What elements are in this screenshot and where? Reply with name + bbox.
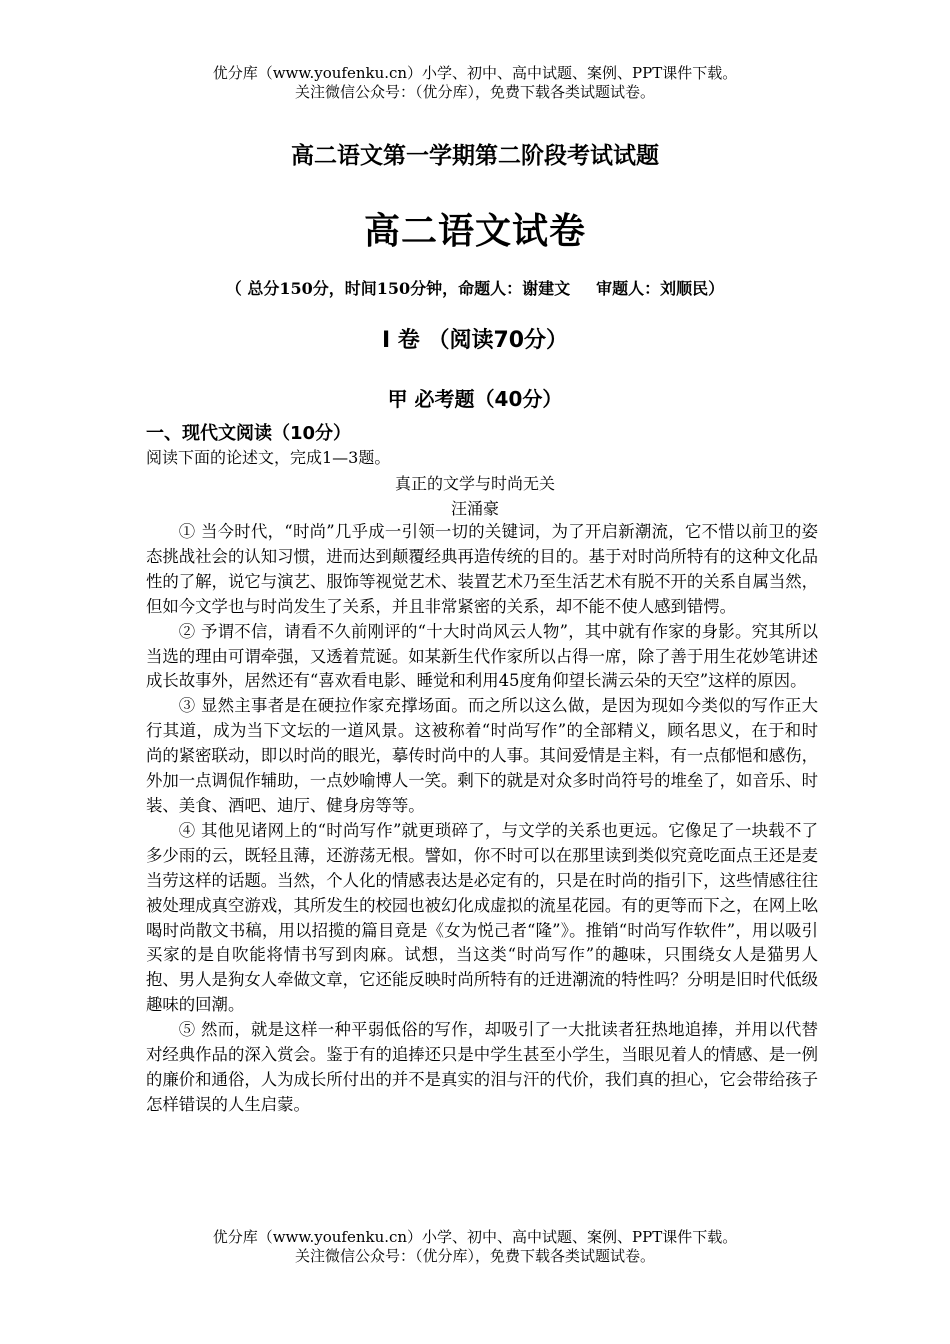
footer-line-1: 优分库（www.youfenku.cn）小学、初中、高中试题、案例、PPT课件下载。 <box>212 1228 738 1246</box>
article-paragraph-1: ① 当今时代，“时尚”几乎成一引领一切的关键词，为了开启新潮流，它不惜以前卫的姿态挑战社会的认知习惯，进而达到颠覆经典再造传统的目的。基于对时尚所特有的这种文化品性的了解，说它与演艺、服饰等视觉艺术、装置艺术乃至生活艺术有脱不开的关系自属当然，但如今文学也与时尚发生了关系，并且非常紧密的关系，却不能不使人感到错愕。 <box>146 522 819 616</box>
paper-title: 高二语文试卷 <box>363 210 586 252</box>
header-line-2: 关注微信公众号：（优分库），免费下载各类试题试卷。 <box>294 83 655 101</box>
article-title: 真正的文学与时尚无关 <box>394 474 555 493</box>
page-footer <box>0 1228 950 1266</box>
article-paragraph-5: ⑤ 然而，就是这样一种平弱低俗的写作，却吸引了一大批读者狂热地追捧，并用以代替对经典作品的深入赏会。鉴于有的追捧还只是中学生甚至小学生，当眼见着人的情感、是一例的廉价和通俗，人为成长所付出的并不是真实的泪与汗的代价，我们真的担心，它会带给孩子怎样错误的人生启蒙。 <box>146 1020 819 1114</box>
footer-line-2: 关注微信公众号：（优分库），免费下载各类试题试卷。 <box>294 1247 655 1265</box>
exam-title: 高二语文第一学期第二阶段考试试题 <box>291 143 659 169</box>
article-author: 汪涌豪 <box>450 499 499 518</box>
article-paragraph-2: ② 予谓不信，请看不久前刚评的“十大时尚风云人物”，其中就有作家的身影。究其所以当选的理由可谓牵强，又透着荒诞。如某新生代作家所以占得一席，除了善于用生花妙笔讲述成长故事外，居然还有“喜欢看电影、睡觉和利用45度角仰望长满云朵的天空”这样的原因。 <box>146 621 819 691</box>
question-heading: 一、现代文阅读（10分） <box>146 423 352 444</box>
article-paragraph-4: ④ 其他见诸网上的“时尚写作”就更琐碎了，与文学的关系也更远。它像足了一块载不了多少雨的云，既轻且薄，还游荡无根。譬如，你不时可以在那里读到类似究竟吃面点王还是麦当劳这样的话题。当然，个人化的情感表达是必定有的，只是在时尚的指引下，这些情感往往被处理成真空游戏，其所发生的校园也被幻化成虚拟的流星花园。有的更等而下之，在网上吆喝时尚散文书稿，用以招揽的篇目竟是《女为悦己者“隆”》。推销“时尚写作软件”，用以吸引买家的是自吹能将情书写到肉麻。试想，当这类“时尚写作”的趣味，只围绕女人是猫男人抱、男人是狗女人牵做文章，它还能反映时尚所特有的迁进潮流的特性吗？分明是旧时代低级趣味的回潮。 <box>146 820 819 1015</box>
exam-info-reviewer: 审题人：刘顺民） <box>596 279 725 298</box>
page-header <box>0 64 950 102</box>
header-line-1: 优分库（www.youfenku.cn）小学、初中、高中试题、案例、PPT课件下载。 <box>212 64 738 82</box>
section-heading: 甲 必考题（40分） <box>387 387 563 411</box>
article-body <box>146 520 818 1118</box>
exam-info-score-time: （ 总分150分，时间150分钟，命题人：谢建文 <box>225 279 571 298</box>
reading-instruction: 阅读下面的论述文，完成1—3题。 <box>146 448 391 467</box>
volume-heading: Ⅰ 卷 （阅读70分） <box>381 328 569 353</box>
article-paragraph-3: ③ 显然主事者是在硬拉作家充撑场面。而之所以这么做，是因为现如今类似的写作正大行其道，成为当下文坛的一道风景。这被称着“时尚写作”的全部精义，顾名思义，在于和时尚的紧密联动，即以时尚的眼光，摹传时尚中的人事。其间爱情是主料，有一点郁悒和感伤，外加一点调侃作辅助，一点妙喻博人一笑。剩下的就是对众多时尚符号的堆垒了，如音乐、时装、美食、酒吧、迪厅、健身房等等。 <box>146 696 819 815</box>
exam-info <box>0 276 950 299</box>
